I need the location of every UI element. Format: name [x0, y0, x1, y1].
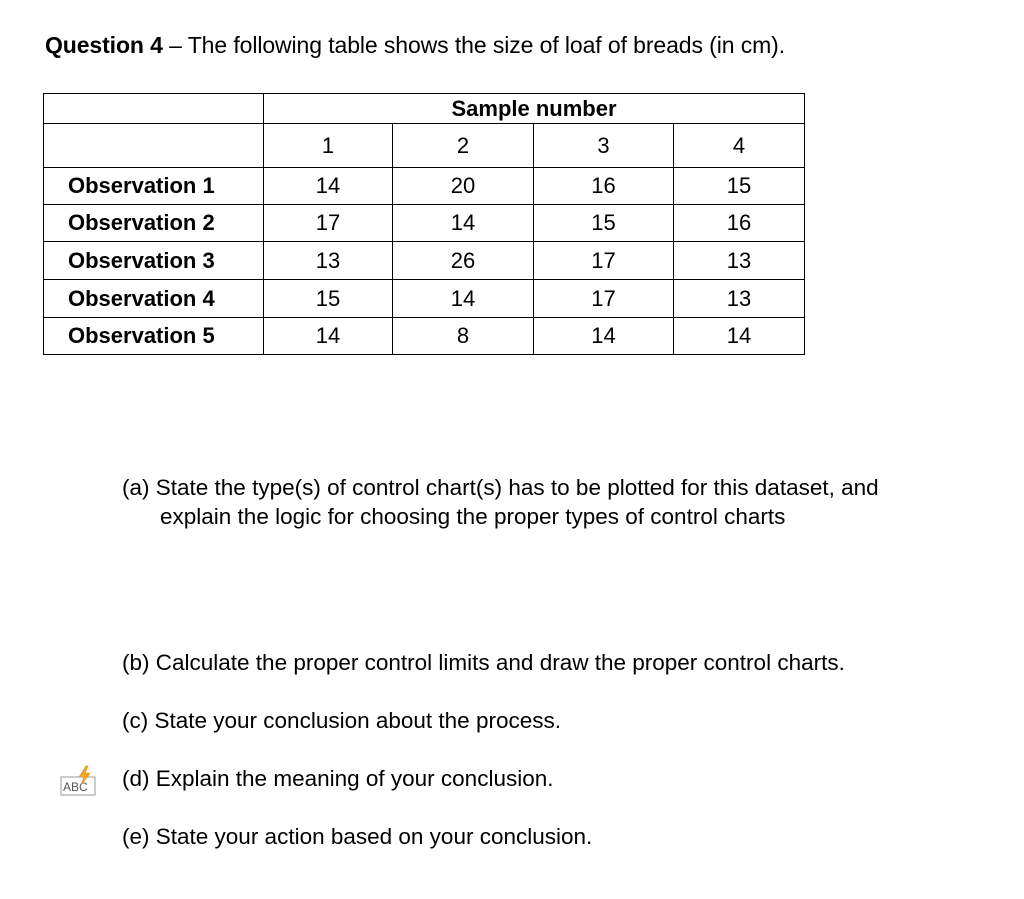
table-cell: 14	[393, 280, 534, 318]
row-label: Observation 3	[44, 242, 264, 280]
table-row	[44, 168, 805, 205]
part-a-line2: explain the logic for choosing the proper types of control charts	[160, 504, 786, 529]
table-cell: 15	[264, 280, 393, 318]
table-row	[44, 280, 805, 318]
table-row	[44, 205, 805, 242]
table-cell: 16	[534, 168, 674, 205]
table-cell: 14	[534, 318, 674, 355]
table-cell: 14	[674, 318, 805, 355]
sample-number-cell: 3	[534, 124, 674, 168]
table-cell: 17	[534, 280, 674, 318]
table-corner-cell	[44, 94, 264, 124]
spellcheck-icon-text: ABC	[63, 780, 88, 794]
table-row	[44, 318, 805, 355]
row-label: Observation 1	[44, 168, 264, 205]
table-cell: 15	[534, 205, 674, 242]
table-cell: 8	[393, 318, 534, 355]
row-label: Observation 5	[44, 318, 264, 355]
part-b: (b) Calculate the proper control limits and draw the proper control charts.	[122, 650, 845, 675]
table-corner-cell-2	[44, 124, 264, 168]
sample-number-cell: 2	[393, 124, 534, 168]
table-cell: 13	[674, 242, 805, 280]
sample-number-header: Sample number	[264, 94, 805, 124]
table-cell: 14	[393, 205, 534, 242]
part-a	[122, 473, 879, 531]
table-cell: 20	[393, 168, 534, 205]
table-cell: 17	[534, 242, 674, 280]
sample-number-cell: 1	[264, 124, 393, 168]
table-row	[44, 242, 805, 280]
part-e: (e) State your action based on your conclusion.	[122, 824, 593, 849]
table-cell: 17	[264, 205, 393, 242]
row-label: Observation 4	[44, 280, 264, 318]
question-text: – The following table shows the size of loaf of breads (in cm).	[162, 32, 786, 58]
part-a-line1: (a) State the type(s) of control chart(s) has to be plotted for this dataset, and	[122, 475, 879, 500]
table-cell: 15	[674, 168, 805, 205]
part-d: (d) Explain the meaning of your conclusion.	[122, 766, 554, 791]
part-c: (c) State your conclusion about the process.	[122, 708, 561, 733]
table-cell: 14	[264, 168, 393, 205]
table-header-row	[44, 94, 805, 124]
sample-number-row	[44, 124, 805, 168]
table-cell: 14	[264, 318, 393, 355]
bread-size-table	[43, 93, 805, 355]
table-cell: 26	[393, 242, 534, 280]
table-cell: 16	[674, 205, 805, 242]
sample-number-cell: 4	[674, 124, 805, 168]
table-cell: 13	[674, 280, 805, 318]
row-label: Observation 2	[44, 205, 264, 242]
spellcheck-icon[interactable]	[60, 765, 100, 797]
table-cell: 13	[264, 242, 393, 280]
question-title	[45, 32, 785, 59]
question-label: Question 4	[45, 32, 163, 58]
